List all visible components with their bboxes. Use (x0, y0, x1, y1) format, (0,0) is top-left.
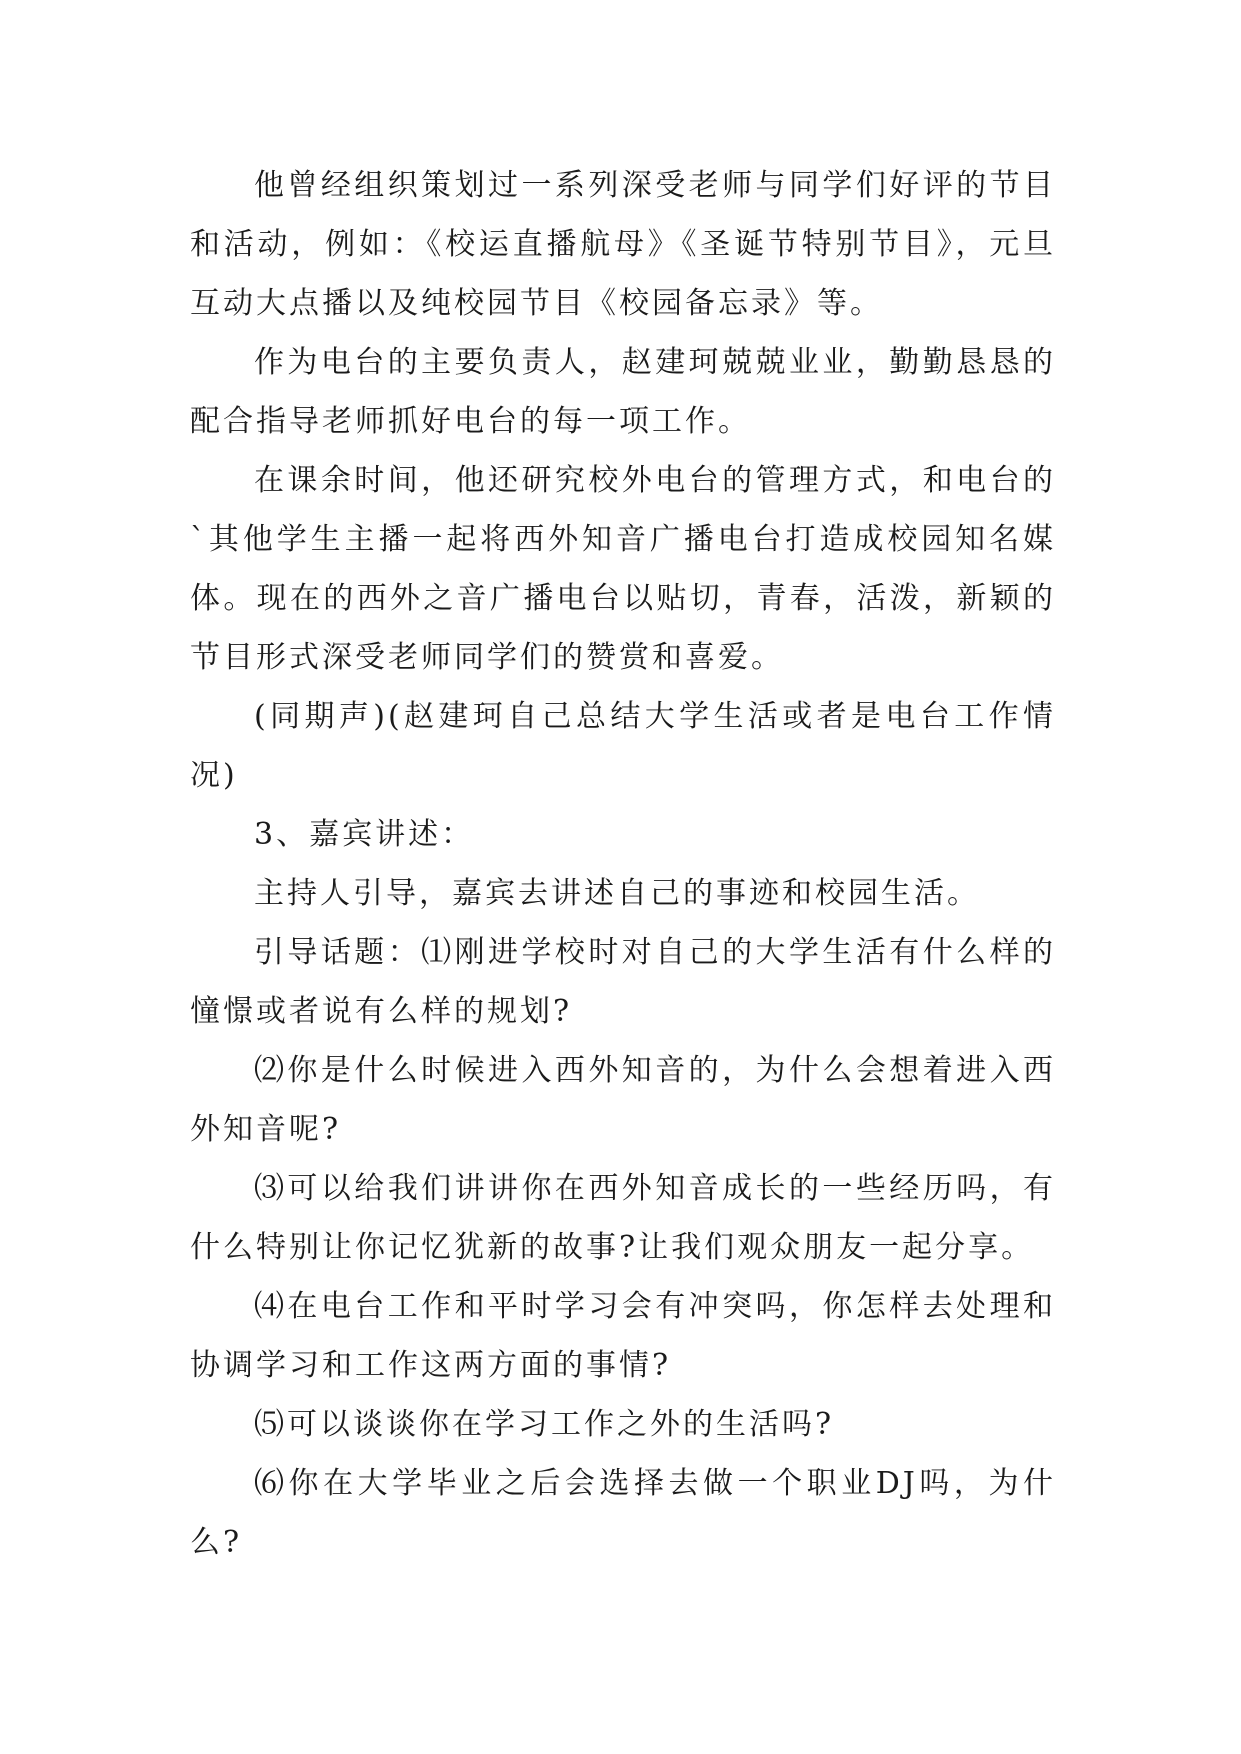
paragraph-topic-5: ⑸可以谈谈你在学习工作之外的生活吗? (254, 1407, 835, 1442)
document-body (190, 156, 1056, 1572)
paragraph-responsibility: 作为电台的主要负责人，赵建珂兢兢业业，勤勤恳恳的配合指导老师抓好电台的每一项工作。 (190, 345, 1056, 439)
paragraph-topic-1: 引导话题：⑴刚进学校时对自己的大学生活有什么样的憧憬或者说有么样的规划? (190, 935, 1056, 1029)
paragraph-host-guide: 主持人引导，嘉宾去讲述自己的事迹和校园生活。 (254, 876, 980, 911)
paragraph-topic-6: ⑹你在大学毕业之后会选择去做一个职业DJ吗，为什么? (190, 1466, 1056, 1560)
paragraph-spare-time: 在课余时间，他还研究校外电台的管理方式，和电台的`其他学生主播一起将西外知音广播电台打造成校园知名媒体。现在的西外之音广播电台以贴切，青春，活泼，新颖的节目形式深受老师同学们的赞赏和喜爱。 (190, 463, 1056, 675)
paragraph-topic-2: ⑵你是什么时候进入西外知音的，为什么会想着进入西外知音呢? (190, 1053, 1056, 1147)
paragraph-sync-sound: (同期声)(赵建珂自己总结大学生活或者是电台工作情况) (190, 699, 1056, 793)
paragraph-program-history: 他曾经组织策划过一系列深受老师与同学们好评的节目和活动，例如：《校运直播航母》《圣诞节特别节目》，元旦互动大点播以及纯校园节目《校园备忘录》等。 (190, 168, 1056, 321)
paragraph-topic-3: ⑶可以给我们讲讲你在西外知音成长的一些经历吗，有什么特别让你记忆犹新的故事?让我们观众朋友一起分享。 (190, 1171, 1056, 1265)
paragraph-topic-4: ⑷在电台工作和平时学习会有冲突吗，你怎样去处理和协调学习和工作这两方面的事情? (190, 1289, 1056, 1383)
section-heading-guest-narration: 3、嘉宾讲述： (254, 817, 475, 852)
